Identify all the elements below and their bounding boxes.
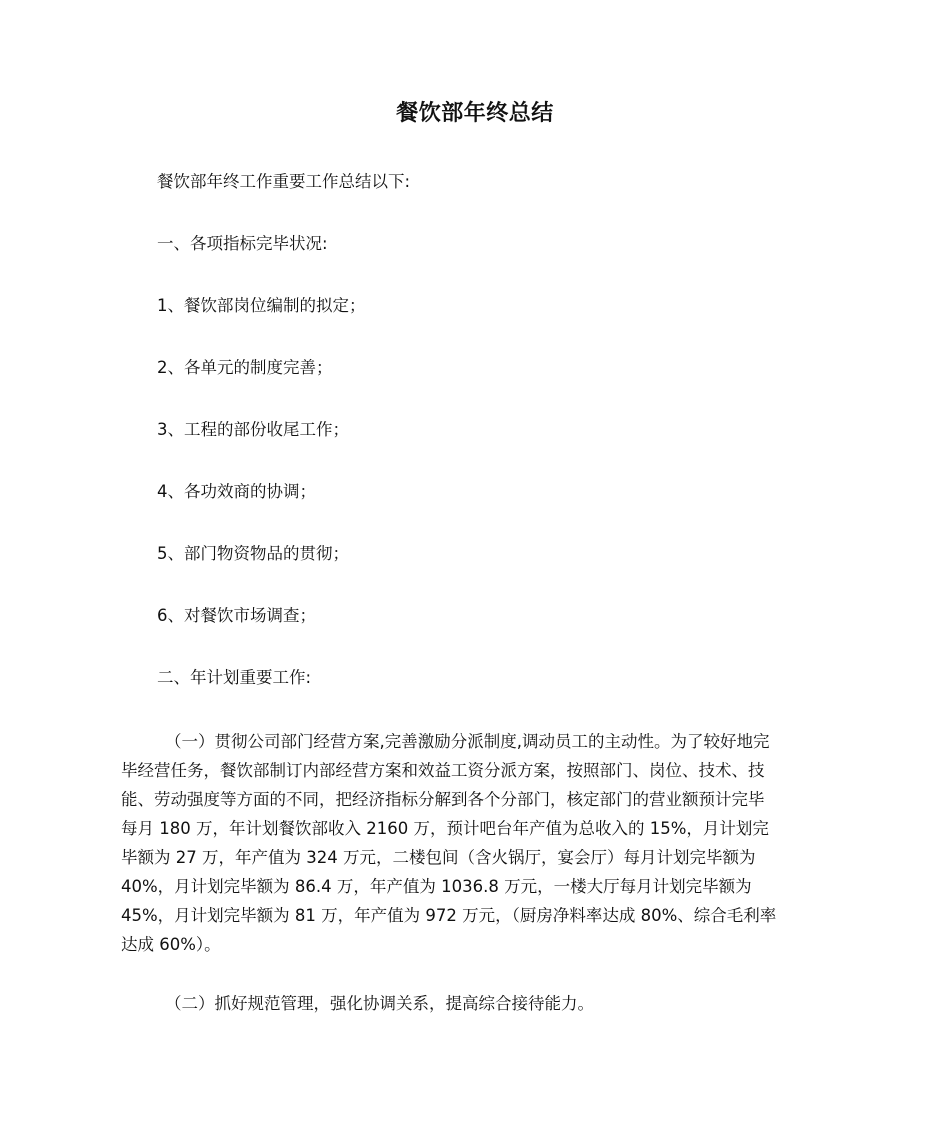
paragraph-line: 每月 180 万，年计划餐饮部收入 2160 万，预计吧台年产值为总收入的 15%，月计划完 — [121, 819, 769, 838]
list-item: 4、各功效商的协调； — [157, 482, 316, 501]
paragraph-line: （一）贯彻公司部门经营方案,完善激励分派制度,调动员工的主动性。为了较好地完 — [165, 732, 770, 751]
list-item: 2、各单元的制度完善； — [157, 358, 333, 377]
paragraph-line: 达成 60%）。 — [121, 935, 221, 954]
paragraph-line: 毕额为 27 万，年产值为 324 万元，二楼包间（含火锅厅，宴会厅）每月计划完毕额为 — [121, 848, 756, 867]
paragraph-2 — [121, 989, 831, 1018]
section-heading-1: 一、各项指标完毕状况: — [157, 234, 328, 253]
paragraph-line: （二）抓好规范管理，强化协调关系，提高综合接待能力。 — [165, 994, 594, 1013]
paragraph-1 — [121, 727, 831, 959]
list-item: 3、工程的部份收尾工作； — [157, 420, 349, 439]
paragraph-line: 40%，月计划完毕额为 86.4 万，年产值为 1036.8 万元，一楼大厅每月计划完毕额为 — [121, 877, 752, 896]
section-heading-2: 二、年计划重要工作: — [157, 668, 312, 687]
intro-text: 餐饮部年终工作重要工作总结以下: — [157, 172, 411, 191]
list-item: 1、餐饮部岗位编制的拟定； — [157, 296, 366, 315]
list-item: 5、部门物资物品的贯彻； — [157, 544, 349, 563]
paragraph-line: 45%，月计划完毕额为 81 万，年产值为 972 万元，（厨房净料率达成 80%、综合毛利率 — [121, 906, 777, 925]
paragraph-line: 毕经营任务，餐饮部制订内部经营方案和效益工资分派方案，按照部门、岗位、技术、技 — [121, 761, 765, 780]
paragraph-line: 能、劳动强度等方面的不同，把经济指标分解到各个分部门，核定部门的营业额预计完毕 — [121, 790, 765, 809]
list-item: 6、对餐饮市场调查； — [157, 606, 316, 625]
document-title: 餐饮部年终总结 — [396, 101, 554, 126]
